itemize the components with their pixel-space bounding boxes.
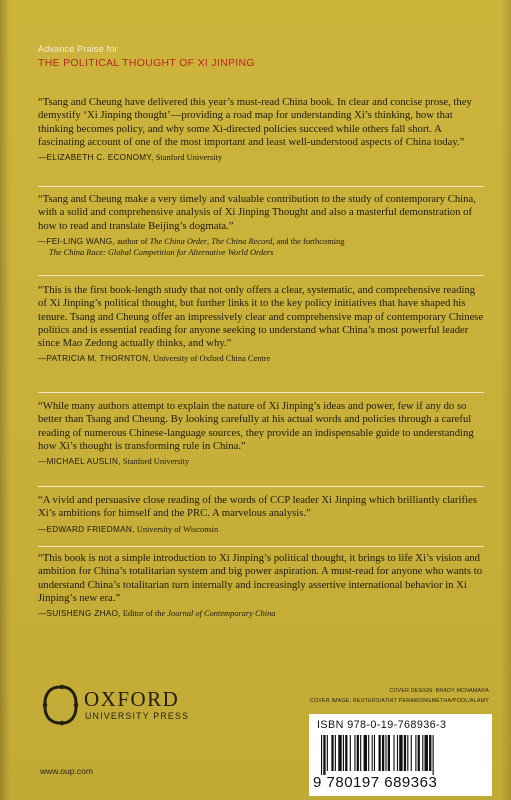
barcode-bar	[429, 735, 431, 771]
spine-shadow	[0, 0, 10, 800]
barcode-bar	[345, 735, 347, 771]
blurb-divider	[38, 392, 484, 393]
barcode-bar	[404, 735, 406, 771]
separator-text: , and the forthcoming	[272, 236, 345, 246]
barcode-bar	[323, 735, 325, 775]
oxford-emblem-icon	[40, 683, 80, 727]
blurb-quote: “Tsang and Cheung have delivered this year’s must-read China book. In clear and concise prose, they demystify ‘Xi Jinping thought’—providing a road map for understanding Xi’s thinking, how that thinking becomes policy, and why some Xi-directed policies succeed while others fall short. A fascinating account of one of the most important and least well-understood aspects of China today.”	[38, 96, 472, 148]
barcode-bar	[422, 735, 423, 771]
blurb-attribution	[38, 608, 486, 619]
blurb-attribution	[38, 236, 486, 258]
blurb-attribution	[38, 524, 486, 535]
publisher-url: www.oup.com	[40, 766, 93, 776]
blurb-affiliation: Stanford University	[120, 457, 190, 467]
isbn-barcode	[309, 714, 492, 796]
barcode-bar	[399, 735, 402, 771]
blurb-attribution	[38, 456, 486, 467]
barcode-bar	[338, 735, 341, 771]
blurb-affiliation: Editor of the	[120, 609, 168, 619]
book-title: THE POLITICAL THOUGHT OF XI JINPING	[38, 57, 255, 69]
barcode-bar	[425, 735, 428, 771]
blurb-divider	[38, 186, 484, 187]
cover-design-credit: COVER DESIGN: BRADY MCNAMARA	[389, 688, 489, 694]
blurb-auslin	[38, 400, 486, 467]
book-reference: The China Order	[149, 236, 208, 246]
barcode-bar	[321, 735, 322, 775]
barcode-bar	[335, 735, 336, 771]
barcode-bar	[433, 735, 434, 775]
blurb-wang	[38, 193, 486, 258]
barcode-bar	[379, 735, 381, 771]
publisher-subtitle: UNIVERSITY PRESS	[85, 711, 190, 721]
barcode-bar	[407, 735, 408, 771]
barcode-bar	[393, 735, 394, 771]
barcode-bar	[354, 735, 355, 771]
book-reference: The China Race: Global Competition for Alternative World Orders	[49, 247, 274, 257]
blurb-affiliation: author of	[114, 236, 150, 246]
barcode-bar	[360, 735, 361, 771]
barcode-bar	[411, 735, 412, 771]
isbn-label: ISBN 978-0-19-768936-3	[317, 719, 447, 731]
blurb-author: —SUISHENG ZHAO,	[38, 609, 121, 619]
barcode-bar	[364, 735, 367, 771]
barcode-bar	[331, 735, 333, 771]
barcode-bar	[418, 735, 420, 771]
book-reference: The China Record	[211, 236, 273, 246]
barcode-bar	[374, 735, 375, 771]
barcode-bar	[385, 735, 386, 771]
blurb-quote: “Tsang and Cheung make a very timely and valuable contribution to the study of contemporary China, with a solid and comprehensive analysis of Xi Jinping Thought and also a masterful demonstration of how to read and translate Beijing’s dogmata.”	[38, 193, 476, 232]
blurb-affiliation: University of Oxford China Centre	[150, 354, 271, 364]
blurb-author: —ELIZABETH C. ECONOMY,	[38, 153, 154, 163]
barcode-bar	[397, 735, 398, 771]
publisher-logo	[40, 683, 230, 731]
blurb-attribution	[38, 353, 486, 364]
praise-header	[38, 44, 255, 69]
blurb-attribution	[38, 152, 486, 163]
advance-praise-label: Advance Praise for	[38, 44, 118, 54]
barcode-digits: 9 780197 689363	[313, 774, 438, 791]
barcode-bar	[343, 735, 344, 771]
barcode-bar	[382, 735, 384, 771]
blurb-divider	[38, 486, 484, 487]
blurb-author: —MICHAEL AUSLIN,	[38, 457, 121, 467]
blurb-author: —EDWARD FRIEDMAN,	[38, 524, 135, 534]
publisher-name: OXFORD	[84, 687, 180, 711]
blurb-zhao	[38, 552, 486, 619]
blurb-quote: “This book is not a simple introduction to Xi Jinping’s political thought, it brings to life Xi’s vision and ambition for China’s totalitarian system and big power aspiration. A must-read for anyone who wants to understand China’s totalitarian turn internally and increasingly assertive international behavior in Xi Jinping’s new era.”	[38, 552, 483, 604]
barcode-bar	[388, 735, 390, 771]
blurb-divider	[38, 275, 484, 276]
cover-edge	[501, 0, 511, 800]
blurb-quote: “While many authors attempt to explain the nature of Xi Jinping’s ideas and power, few if any do so better than Tsang and Cheung. By looking carefully at his actual words and policies through a careful reading of numerous Chinese-language sources, they provide an indispensable guide to understanding how Xi’s thought is transforming rule in China.”	[38, 400, 474, 452]
barcode-bar	[368, 735, 369, 771]
barcode-bars	[317, 735, 483, 775]
blurb-quote: “A vivid and persuasive close reading of the words of CCP leader Xi Jinping which brilliantly clarifies Xi’s ambitions for himself and the PRC. A marvelous analysis.”	[38, 494, 477, 520]
barcode-bar	[350, 735, 351, 771]
blurb-friedman	[38, 494, 486, 535]
barcode-bar	[415, 735, 416, 771]
separator-text: ,	[207, 236, 212, 246]
cover-credits	[310, 686, 489, 706]
cover-image-credit: COVER IMAGE: REUTERS/ATHIT PERAWONGMETHA/POOL/ALAMY	[309, 698, 489, 704]
blurb-author: —FEI-LING WANG,	[38, 236, 115, 246]
blurb-divider	[38, 546, 484, 547]
barcode-bar	[372, 735, 373, 771]
blurb-quote: “This is the first book-length study that not only offers a clear, systematic, and comprehensive reading of Xi Jinping’s political thought, but further links it to the key policy initiatives that have shaped his tenure. Tsang and Cheung offer an impressively clear and comprehensive map of contemporary Chinese politics and is essential reading for anyone seeking to understand what China’s most powerful leader since Mao Zedong actually thinks, and why.”	[38, 284, 484, 350]
blurb-affiliation: Stanford University	[153, 153, 223, 163]
barcode-bar	[357, 735, 359, 771]
blurb-thornton	[38, 284, 486, 364]
barcode-bar	[327, 735, 328, 771]
journal-reference: Journal of Contemporary China	[167, 609, 276, 619]
blurb-affiliation: University of Wisconsin	[134, 524, 219, 534]
blurb-author: —PATRICIA M. THORNTON,	[38, 354, 151, 364]
blurb-economy	[38, 96, 486, 163]
